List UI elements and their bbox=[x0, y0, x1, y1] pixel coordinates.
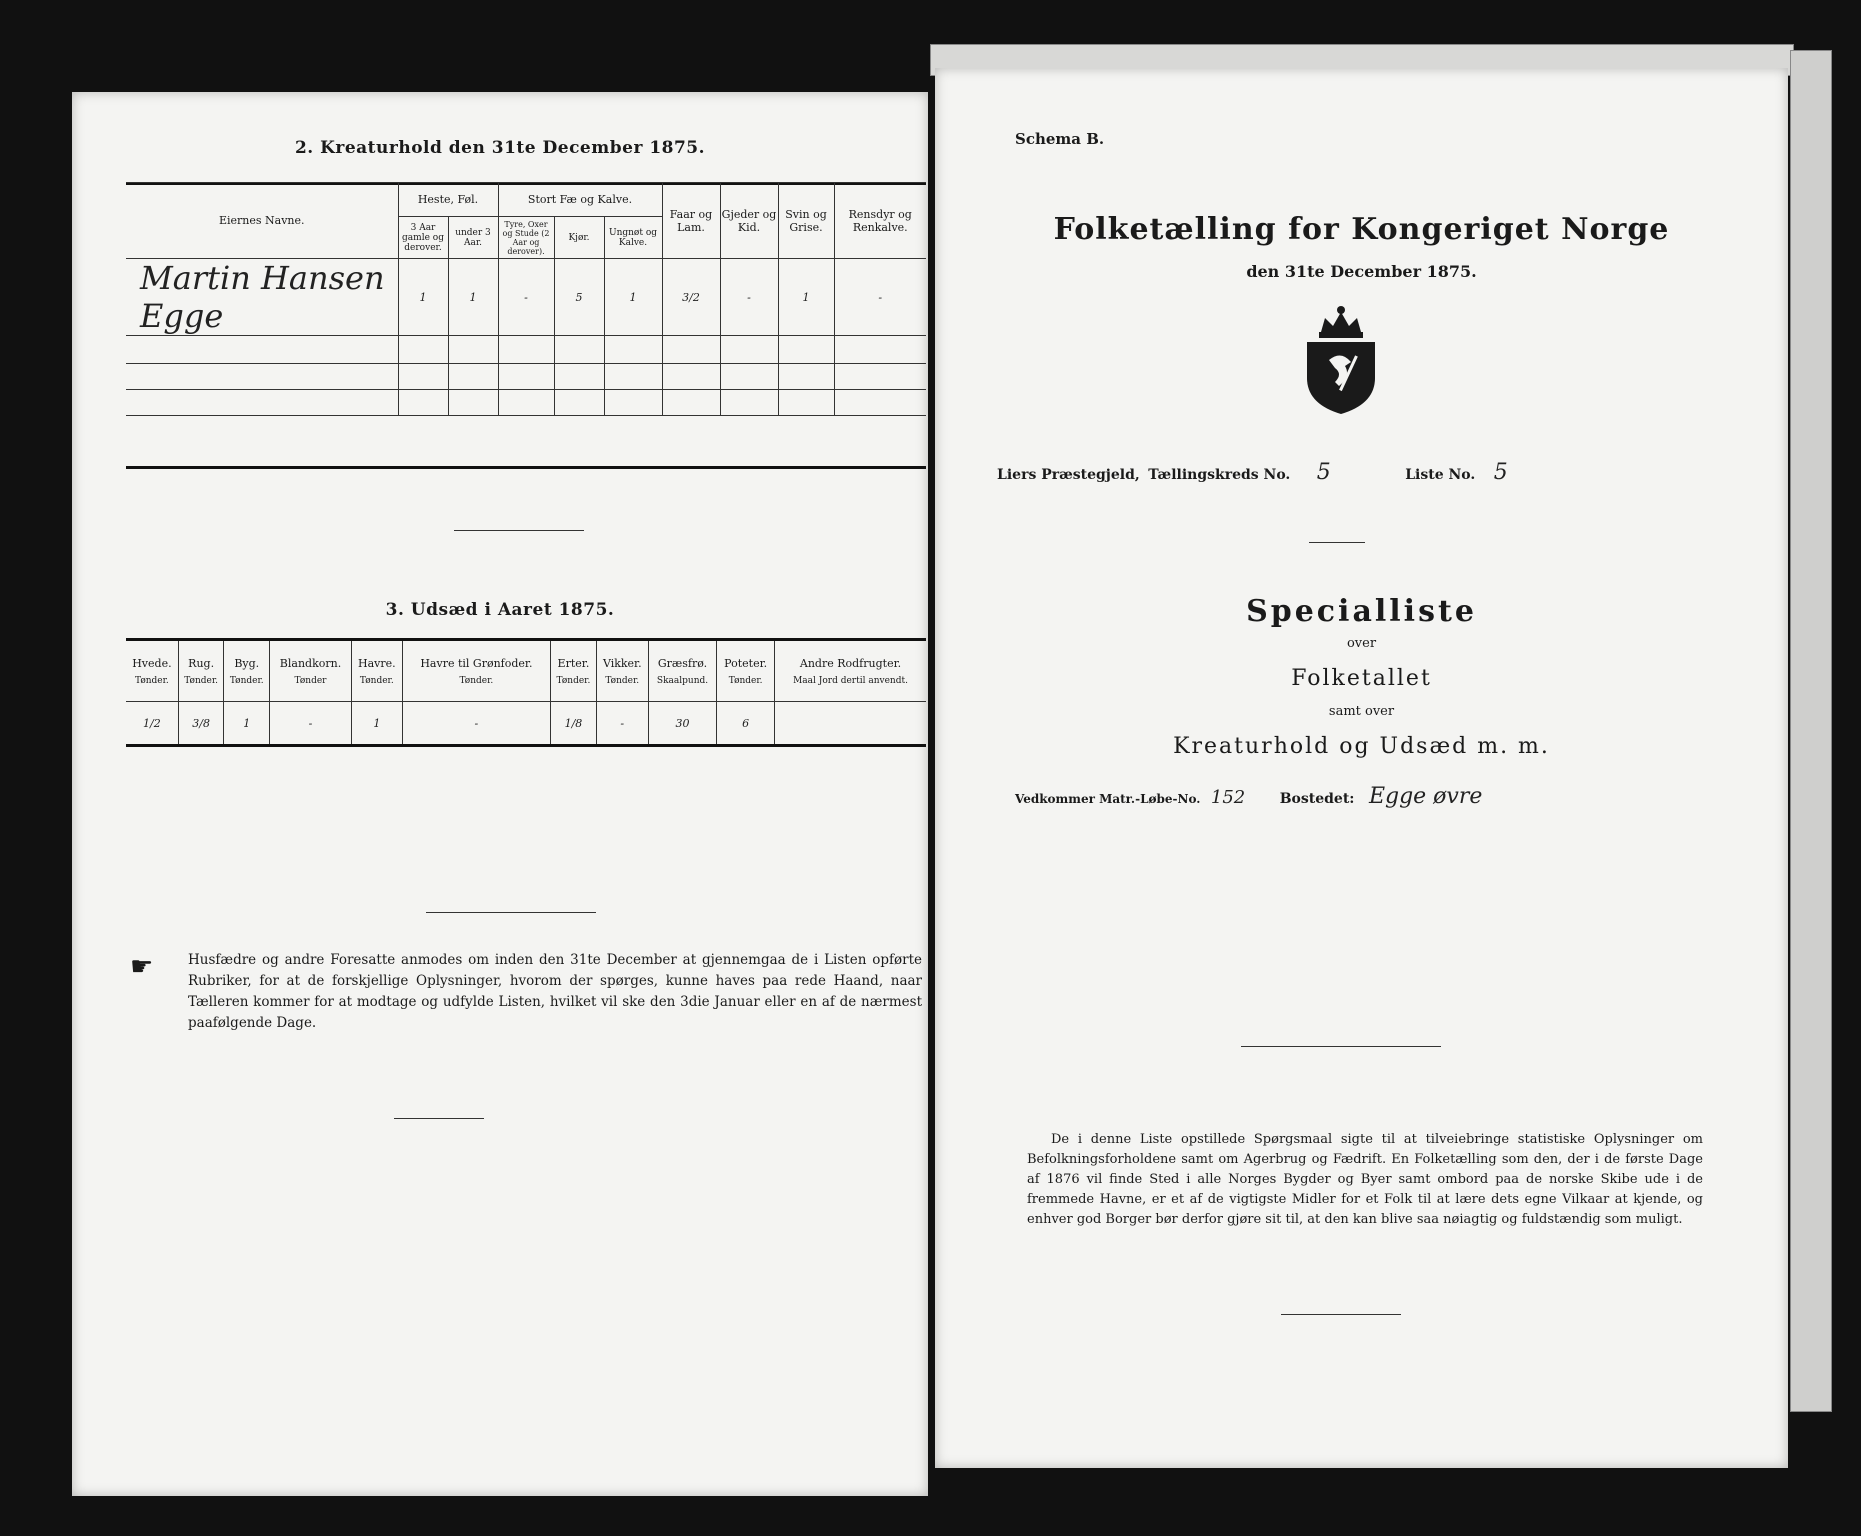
horses-b-value: 1 bbox=[448, 259, 498, 336]
livestock-table bbox=[126, 182, 926, 416]
crop-value: 3/8 bbox=[178, 702, 224, 746]
table-row bbox=[126, 259, 926, 336]
crop-header bbox=[775, 640, 926, 702]
matr-line bbox=[1015, 784, 1735, 809]
header-horses-b: under 3 Aar. bbox=[448, 217, 498, 259]
crop-header-unit: Tønder. bbox=[556, 675, 591, 686]
header-sheep: Faar og Lam. bbox=[662, 183, 720, 259]
header-horses: Heste, Føl. bbox=[398, 183, 498, 217]
coat-of-arms-icon bbox=[1301, 304, 1381, 416]
crop-header-name: Græsfrø. bbox=[657, 656, 708, 670]
crop-header-name: Erter. bbox=[557, 656, 590, 670]
crop-header-name: Byg. bbox=[234, 656, 260, 670]
crop-value: - bbox=[596, 702, 648, 746]
left-page bbox=[72, 92, 928, 1496]
crop-header-unit: Tønder. bbox=[359, 675, 394, 686]
crop-header-name: Andre Rodfrugter. bbox=[799, 656, 902, 670]
crop-header bbox=[270, 640, 352, 702]
crop-header-name: Poteter. bbox=[724, 656, 768, 670]
specialliste-title: Specialliste bbox=[1246, 594, 1477, 629]
pointing-hand-icon: ☛ bbox=[130, 952, 154, 982]
section2-bottom-rule bbox=[126, 466, 926, 469]
divider-line bbox=[1309, 542, 1365, 543]
census-title: Folketælling for Kongeriget Norge bbox=[1053, 212, 1670, 247]
header-pigs: Svin og Grise. bbox=[778, 183, 834, 259]
samt-over-label: samt over bbox=[1328, 704, 1395, 719]
divider-line bbox=[1241, 1046, 1441, 1047]
notice-text: Husfædre og andre Foresatte anmodes om inden den 31te December at gjennemgaa de i Listen opførte Rubriker, for at de forskjellige Oplysninger, hvorom der spørges, kunne haves paa rede Haand, naar Tælleren kommer for at modtage og udfylde Listen, hvilket vil ske den 3die Januar eller en af de nærmest paafølgende Dage. bbox=[188, 952, 922, 1031]
district-no: 5 bbox=[1316, 460, 1331, 485]
crop-header bbox=[126, 640, 178, 702]
crop-header-unit: Tønder. bbox=[605, 675, 640, 686]
matr-label: Vedkommer Matr.-Løbe-No. bbox=[1015, 792, 1201, 806]
crop-header bbox=[551, 640, 597, 702]
crop-header bbox=[596, 640, 648, 702]
crop-header bbox=[717, 640, 775, 702]
crop-header-name: Rug. bbox=[188, 656, 215, 670]
cattle-a-value: - bbox=[498, 259, 554, 336]
table-row bbox=[126, 336, 926, 364]
crop-header-name: Hvede. bbox=[132, 656, 172, 670]
bosted-label: Bostedet: bbox=[1279, 791, 1355, 807]
crop-header-unit: Tønder. bbox=[459, 675, 494, 686]
section3-title: 3. Udsæd i Aaret 1875. bbox=[385, 600, 615, 620]
header-cattle: Stort Fæ og Kalve. bbox=[498, 183, 662, 217]
crop-header-unit: Tønder. bbox=[184, 675, 219, 686]
bosted-value: Egge øvre bbox=[1368, 784, 1483, 809]
crop-header-unit: Tønder. bbox=[135, 675, 169, 686]
info-text: De i denne Liste opstillede Spørgsmaal sigte til at tilveiebringe statistiske Oplysninger om Befolkningsforholdene samt om Agerbrug og Fædrift. En Folketælling som den, der i de første Dage af 1876 vil finde Sted i alle Norges Bygder og Byer samt ombord paa de norske Skibe ude i de fremmede Havne, er et af de vigtigste Midler for et Folk til at lære dets egne Vilkaar at kjende, og enhver god Borger bør derfor gjøre sit til, at den kan blive saa nøiagtig og fuldstændig som muligt. bbox=[1027, 1132, 1703, 1227]
crop-value: 1/8 bbox=[551, 702, 597, 746]
divider-line bbox=[1281, 1314, 1401, 1315]
section2-title: 2. Kreaturhold den 31te December 1875. bbox=[294, 138, 706, 158]
table-row bbox=[126, 364, 926, 390]
crop-value: 1 bbox=[351, 702, 402, 746]
header-horses-a: 3 Aar gamle og derover. bbox=[398, 217, 448, 259]
list-label: Liste No. bbox=[1405, 467, 1476, 483]
crop-header-unit: Tønder. bbox=[229, 675, 264, 686]
crop-header-unit: Skaalpund. bbox=[656, 675, 709, 686]
right-page bbox=[935, 68, 1788, 1468]
divider-line bbox=[426, 912, 596, 913]
crop-header-name: Havre. bbox=[358, 656, 396, 670]
header-cattle-b: Kjør. bbox=[554, 217, 604, 259]
crop-header bbox=[402, 640, 550, 702]
header-goats: Gjeder og Kid. bbox=[720, 183, 778, 259]
district-line bbox=[997, 460, 1737, 485]
cattle-b-value: 5 bbox=[554, 259, 604, 336]
crop-header-name: Vikker. bbox=[602, 656, 642, 670]
crop-header bbox=[648, 640, 717, 702]
crop-header bbox=[224, 640, 270, 702]
pigs-value: 1 bbox=[778, 259, 834, 336]
header-cattle-a: Tyre, Oxer og Stude (2 Aar og derover). bbox=[498, 217, 554, 259]
crop-table bbox=[126, 638, 926, 747]
crop-value: 1/2 bbox=[126, 702, 178, 746]
crop-value: 6 bbox=[717, 702, 775, 746]
crop-value: - bbox=[270, 702, 352, 746]
matr-no: 152 bbox=[1210, 787, 1246, 808]
crop-value: - bbox=[402, 702, 550, 746]
header-owner: Eiernes Navne. bbox=[126, 183, 398, 259]
sheep-value: 3/2 bbox=[662, 259, 720, 336]
divider-line bbox=[454, 530, 584, 531]
horses-a-value: 1 bbox=[398, 259, 448, 336]
crop-header-name: Havre til Grønfoder. bbox=[420, 656, 533, 670]
crop-header-unit: Maal Jord dertil anvendt. bbox=[793, 675, 908, 686]
crop-value bbox=[775, 702, 926, 746]
header-reindeer: Rensdyr og Renkalve. bbox=[834, 183, 926, 259]
goats-value: - bbox=[720, 259, 778, 336]
crop-value: 1 bbox=[224, 702, 270, 746]
over-label: over bbox=[1346, 636, 1377, 651]
crop-header bbox=[178, 640, 224, 702]
page-edge bbox=[1790, 50, 1832, 1412]
kreaturhold-label: Kreaturhold og Udsæd m. m. bbox=[1173, 734, 1550, 759]
crop-header-name: Blandkorn. bbox=[279, 656, 342, 670]
schema-label: Schema B. bbox=[1015, 130, 1105, 148]
crop-header-unit: Tønder bbox=[294, 675, 327, 686]
cattle-c-value: 1 bbox=[604, 259, 662, 336]
owner-name: Martin Hansen Egge bbox=[126, 259, 398, 336]
crop-header-unit: Tønder. bbox=[728, 675, 763, 686]
header-cattle-c: Ungnøt og Kalve. bbox=[604, 217, 662, 259]
folketallet-label: Folketallet bbox=[1291, 666, 1432, 691]
table-row bbox=[126, 390, 926, 416]
divider-line bbox=[394, 1118, 484, 1119]
census-date: den 31te December 1875. bbox=[1246, 262, 1477, 281]
list-no: 5 bbox=[1493, 460, 1508, 485]
district-label: Tællingskreds No. bbox=[1148, 467, 1291, 483]
parish-label: Liers Præstegjeld, bbox=[997, 467, 1140, 483]
crop-header bbox=[351, 640, 402, 702]
reindeer-value: - bbox=[834, 259, 926, 336]
crop-value: 30 bbox=[648, 702, 717, 746]
